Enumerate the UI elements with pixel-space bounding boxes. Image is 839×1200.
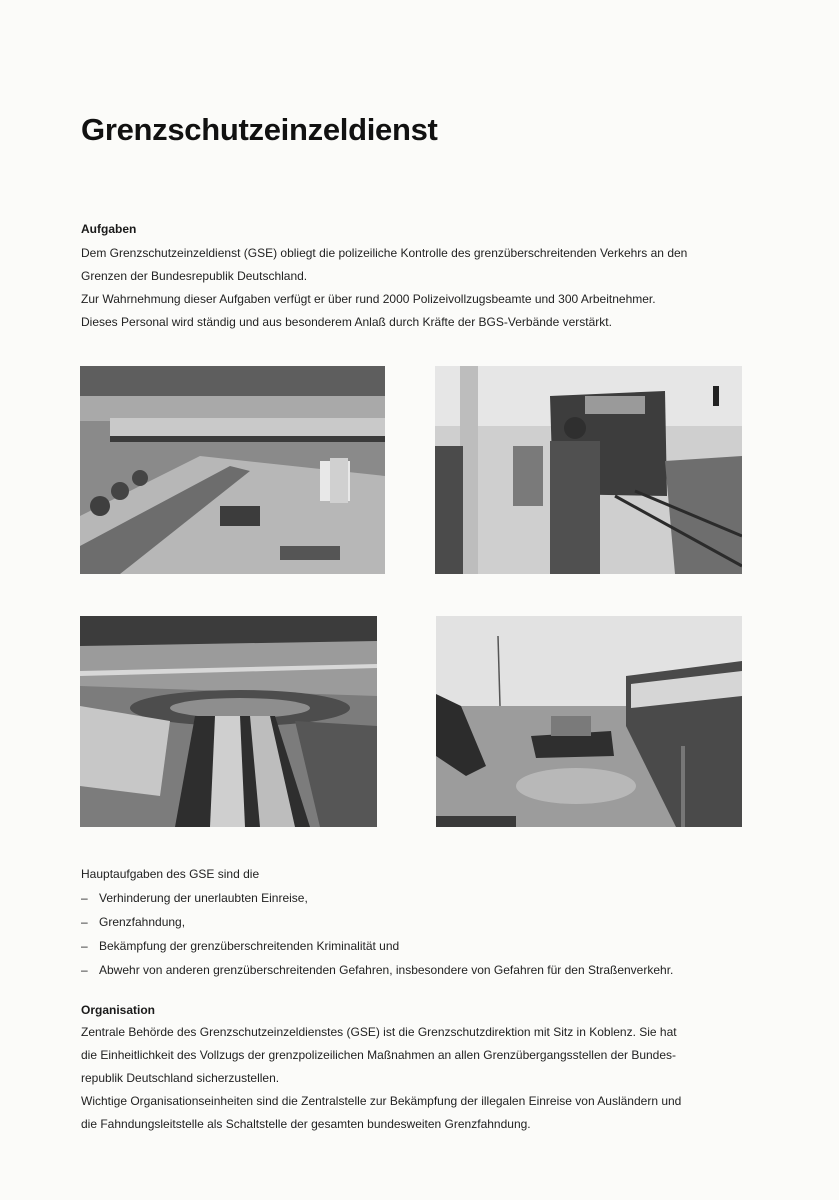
list-item-text: Bekämpfung der grenzüberschreitenden Kriminalität und: [99, 939, 400, 953]
aufgaben-line: Dieses Personal wird ständig und aus besonderem Anlaß durch Kräfte der BGS-Verbände verstärkt.: [81, 315, 612, 329]
organisation-line: die Fahndungsleitstelle als Schaltstelle der gesamten bundesweiten Grenzfahndung.: [81, 1117, 531, 1131]
aufgaben-line: Zur Wahrnehmung dieser Aufgaben verfügt er über rund 2000 Polizeivollzugsbeamte und 300 Arbeitnehmer.: [81, 292, 656, 306]
organisation-text: [81, 1021, 761, 1136]
list-dash: –: [81, 939, 88, 953]
list-item: [81, 910, 781, 934]
list-item: [81, 934, 781, 958]
hauptaufgaben-list: [81, 862, 781, 982]
list-item: [81, 958, 781, 982]
photo-airport-aerial: [80, 616, 377, 827]
aufgaben-text: [81, 242, 761, 334]
list-item-text: Grenzfahndung,: [99, 915, 186, 929]
organisation-line: Wichtige Organisationseinheiten sind die Zentralstelle zur Bekämpfung der illegalen Einreise von Ausländern und: [81, 1094, 682, 1108]
aufgaben-line: Dem Grenzschutzeinzeldienst (GSE) obliegt die polizeiliche Kontrolle des grenzüberschreitenden Verkehrs an den: [81, 246, 688, 260]
list-item: [81, 886, 781, 910]
organisation-line: Zentrale Behörde des Grenzschutzeinzeldienstes (GSE) ist die Grenzschutzdirektion mit Sitz in Koblenz. Sie hat: [81, 1025, 677, 1039]
list-dash: –: [81, 963, 88, 977]
list-dash: –: [81, 915, 88, 929]
list-item-text: Abwehr von anderen grenzüberschreitenden Gefahren, insbesondere von Gefahren für den Straßenverkehr.: [99, 963, 674, 977]
aufgaben-line: Grenzen der Bundesrepublik Deutschland.: [81, 269, 308, 283]
organisation-heading: Organisation: [81, 1003, 156, 1017]
list-dash: –: [81, 891, 88, 905]
page-title: Grenzschutzeinzeldienst: [81, 112, 438, 147]
organisation-line: die Einheitlichkeit des Vollzugs der grenzpolizeilichen Maßnahmen an allen Grenzübergangsstellen der Bundes-: [81, 1048, 677, 1062]
photo-border-crossing: [80, 366, 385, 574]
organisation-line: republik Deutschland sicherzustellen.: [81, 1071, 280, 1085]
photo-patrol-boat: [436, 616, 742, 827]
photo-railway-platform: [435, 366, 742, 574]
list-item-text: Verhinderung der unerlaubten Einreise,: [99, 891, 308, 905]
hauptaufgaben-intro: Hauptaufgaben des GSE sind die: [81, 867, 260, 881]
aufgaben-heading: Aufgaben: [81, 222, 137, 236]
